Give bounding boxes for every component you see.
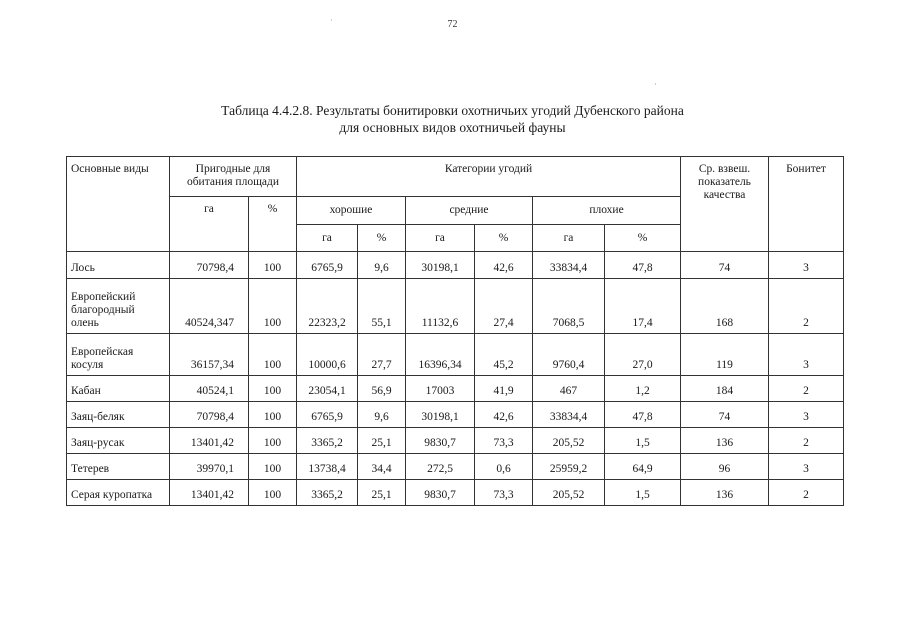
area-pct: 100 bbox=[249, 279, 297, 334]
good-ha: 6765,9 bbox=[297, 252, 358, 279]
poor-ha: 33834,4 bbox=[533, 402, 605, 428]
good-pct: 34,4 bbox=[358, 454, 406, 480]
scan-speck: · bbox=[654, 80, 657, 89]
area-ha: 13401,42 bbox=[170, 428, 249, 454]
poor-pct: 1,5 bbox=[605, 428, 681, 454]
poor-pct: 47,8 bbox=[605, 402, 681, 428]
good-pct: 25,1 bbox=[358, 428, 406, 454]
header-poor-ha: га bbox=[533, 225, 605, 252]
good-ha: 6765,9 bbox=[297, 402, 358, 428]
species-name: Серая куропатка bbox=[67, 480, 170, 506]
bonitet-class: 3 bbox=[769, 402, 844, 428]
header-good-pct: % bbox=[358, 225, 406, 252]
species-name: Кабан bbox=[67, 376, 170, 402]
caption-line-1: Таблица 4.4.2.8. Результаты бонитировки охотничьих угодий Дубенского района bbox=[221, 103, 684, 118]
good-pct: 25,1 bbox=[358, 480, 406, 506]
page-number: 72 bbox=[447, 19, 458, 30]
results-table bbox=[66, 156, 844, 506]
table-row bbox=[67, 402, 844, 428]
good-ha: 13738,4 bbox=[297, 454, 358, 480]
area-ha: 70798,4 bbox=[170, 402, 249, 428]
area-pct: 100 bbox=[249, 376, 297, 402]
good-ha: 3365,2 bbox=[297, 480, 358, 506]
scan-speck: · bbox=[330, 16, 333, 25]
quality-score: 168 bbox=[681, 279, 769, 334]
area-ha: 40524,347 bbox=[170, 279, 249, 334]
table-row bbox=[67, 480, 844, 506]
area-ha: 39970,1 bbox=[170, 454, 249, 480]
good-ha: 22323,2 bbox=[297, 279, 358, 334]
header-area-ha: га bbox=[170, 197, 249, 252]
quality-score: 74 bbox=[681, 402, 769, 428]
poor-pct: 1,2 bbox=[605, 376, 681, 402]
medium-pct: 42,6 bbox=[475, 252, 533, 279]
bonitet-class: 2 bbox=[769, 279, 844, 334]
medium-ha: 30198,1 bbox=[406, 402, 475, 428]
medium-pct: 27,4 bbox=[475, 279, 533, 334]
good-pct: 55,1 bbox=[358, 279, 406, 334]
table-caption bbox=[0, 102, 905, 136]
good-pct: 9,6 bbox=[358, 402, 406, 428]
bonitet-class: 2 bbox=[769, 428, 844, 454]
header-poor-pct: % bbox=[605, 225, 681, 252]
bonitet-class: 3 bbox=[769, 334, 844, 376]
poor-ha: 33834,4 bbox=[533, 252, 605, 279]
table-row bbox=[67, 376, 844, 402]
species-name: Европейская косуля bbox=[67, 334, 170, 376]
quality-score: 96 bbox=[681, 454, 769, 480]
species-name: Тетерев bbox=[67, 454, 170, 480]
table-row bbox=[67, 334, 844, 376]
header-quality: Ср. взвеш. показатель качества bbox=[681, 157, 769, 252]
poor-ha: 205,52 bbox=[533, 428, 605, 454]
bonitet-class: 2 bbox=[769, 376, 844, 402]
medium-pct: 73,3 bbox=[475, 428, 533, 454]
table-row bbox=[67, 454, 844, 480]
header-suitable-area: Пригодные для обитания площади bbox=[170, 157, 297, 197]
caption-line-2: для основных видов охотничьей фауны bbox=[339, 120, 566, 135]
poor-pct: 1,5 bbox=[605, 480, 681, 506]
species-name: Заяц-беляк bbox=[67, 402, 170, 428]
quality-score: 136 bbox=[681, 428, 769, 454]
header-poor: плохие bbox=[533, 197, 681, 225]
header-species: Основные виды bbox=[67, 157, 170, 252]
header-good: хорошие bbox=[297, 197, 406, 225]
good-pct: 56,9 bbox=[358, 376, 406, 402]
good-ha: 10000,6 bbox=[297, 334, 358, 376]
area-ha: 13401,42 bbox=[170, 480, 249, 506]
medium-pct: 73,3 bbox=[475, 480, 533, 506]
species-name: Заяц-русак bbox=[67, 428, 170, 454]
poor-pct: 17,4 bbox=[605, 279, 681, 334]
area-pct: 100 bbox=[249, 480, 297, 506]
medium-ha: 9830,7 bbox=[406, 428, 475, 454]
good-ha: 3365,2 bbox=[297, 428, 358, 454]
poor-ha: 9760,4 bbox=[533, 334, 605, 376]
medium-pct: 41,9 bbox=[475, 376, 533, 402]
poor-pct: 47,8 bbox=[605, 252, 681, 279]
good-pct: 27,7 bbox=[358, 334, 406, 376]
area-pct: 100 bbox=[249, 428, 297, 454]
table-row bbox=[67, 279, 844, 334]
header-area-pct: % bbox=[249, 197, 297, 252]
quality-score: 74 bbox=[681, 252, 769, 279]
medium-ha: 17003 bbox=[406, 376, 475, 402]
quality-score: 119 bbox=[681, 334, 769, 376]
table-row bbox=[67, 252, 844, 279]
header-medium: средние bbox=[406, 197, 533, 225]
header-bonitet: Бонитет bbox=[769, 157, 844, 252]
header-medium-ha: га bbox=[406, 225, 475, 252]
header-good-ha: га bbox=[297, 225, 358, 252]
good-ha: 23054,1 bbox=[297, 376, 358, 402]
medium-ha: 272,5 bbox=[406, 454, 475, 480]
poor-ha: 205,52 bbox=[533, 480, 605, 506]
table-row bbox=[67, 428, 844, 454]
poor-pct: 64,9 bbox=[605, 454, 681, 480]
poor-ha: 25959,2 bbox=[533, 454, 605, 480]
area-ha: 36157,34 bbox=[170, 334, 249, 376]
area-pct: 100 bbox=[249, 402, 297, 428]
quality-score: 136 bbox=[681, 480, 769, 506]
medium-pct: 0,6 bbox=[475, 454, 533, 480]
area-pct: 100 bbox=[249, 454, 297, 480]
area-ha: 40524,1 bbox=[170, 376, 249, 402]
medium-ha: 11132,6 bbox=[406, 279, 475, 334]
bonitet-class: 3 bbox=[769, 252, 844, 279]
medium-ha: 16396,34 bbox=[406, 334, 475, 376]
bonitet-class: 2 bbox=[769, 480, 844, 506]
poor-ha: 467 bbox=[533, 376, 605, 402]
poor-ha: 7068,5 bbox=[533, 279, 605, 334]
medium-ha: 30198,1 bbox=[406, 252, 475, 279]
area-pct: 100 bbox=[249, 334, 297, 376]
area-pct: 100 bbox=[249, 252, 297, 279]
medium-pct: 42,6 bbox=[475, 402, 533, 428]
medium-pct: 45,2 bbox=[475, 334, 533, 376]
poor-pct: 27,0 bbox=[605, 334, 681, 376]
header-categories: Категории угодий bbox=[297, 157, 681, 197]
medium-ha: 9830,7 bbox=[406, 480, 475, 506]
header-medium-pct: % bbox=[475, 225, 533, 252]
quality-score: 184 bbox=[681, 376, 769, 402]
bonitet-class: 3 bbox=[769, 454, 844, 480]
species-name: Европейский благородный олень bbox=[67, 279, 170, 334]
good-pct: 9,6 bbox=[358, 252, 406, 279]
species-name: Лось bbox=[67, 252, 170, 279]
area-ha: 70798,4 bbox=[170, 252, 249, 279]
